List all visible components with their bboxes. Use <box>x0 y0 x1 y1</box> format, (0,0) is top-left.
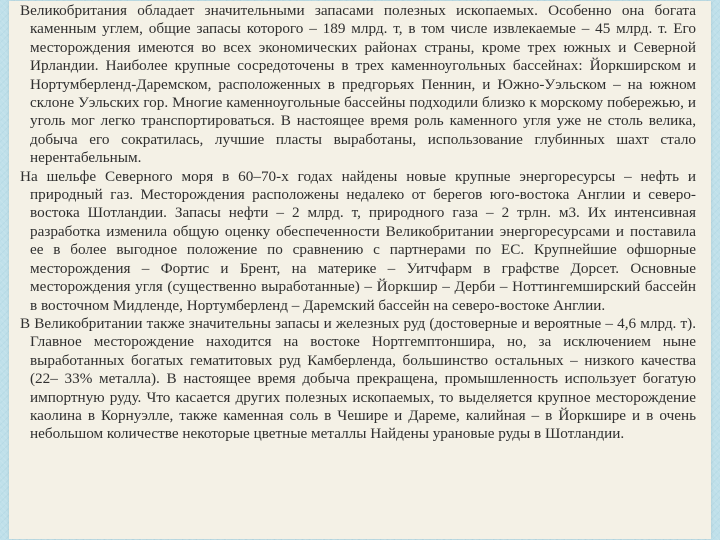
paragraph-coal: Великобритания обладает значительными запасами полезных ископаемых. Особенно она богата каменным углем, общие запасы которого – 189 млрд. т, в том числе извлекаемые – 45 млрд. т. Его месторождения имеются во всех экономических районах страны, кроме трех южных и Северной Ирландии. Наиболее крупные сосредоточены в трех каменноугольных бассейнах: Йоркширском и Нортумберленд-Даремском, расположенных в предгорьях Пеннин, и Южно-Уэльском – на южном склоне Уэльских гор. Многие каменноугольные бассейны подходили близко к морскому побережью, и уголь мог легко транспортироваться. В настоящее время роль каменного угля уже не столь велика, добыча его сократилась, лучшие пласты выработаны, использование глубинных шахт стало нерентабельным. <box>20 2 696 167</box>
text-block <box>20 2 696 444</box>
paragraph-oil-gas: На шельфе Северного моря в 60–70-х годах найдены новые крупные энергоресурсы – нефть и природный газ. Месторождения расположены недалеко от берегов юго-востока Англии и северо-востока Шотландии. Запасы нефти – 2 млрд. т, природного газа – 2 трлн. м3. Их интенсивная разработка изменила общую оценку обеспеченности Великобритании энергоресурсами и поставила ее в более выгодное положение по сравнению с партнерами по ЕС. Крупнейшие офшорные месторождения – Фортис и Брент, на материке – Уитчфарм в графстве Дорсет. Основные месторождения угля (существенно выработанные) – Йоркшир – Дерби – Ноттингемширский бассейн в восточном Мидленде, Нортумберленд – Даремский бассейн на северо-востоке Англии. <box>20 167 696 314</box>
paragraph-iron-ore: В Великобритании также значительны запасы и железных руд (достоверные и вероятные – 4,6 млрд. т). Главное месторождение находится на востоке Нортгемптоншира, но, за исключением ныне выработанных богатых гематитовых руд Камберленда, большинство остальных – низкого качества (22– 33% металла). В настоящее время добыча прекращена, промышленность использует богатую импортную руду. Что касается других полезных ископаемых, то выделяется крупное месторождение каолина в Корнуэлле, также каменная соль в Чешире и Дареме, калийная – в Йоркшире и в очень небольшом количестве некоторые цветные металлы Найдены урановые руды в Шотландии. <box>20 314 696 443</box>
